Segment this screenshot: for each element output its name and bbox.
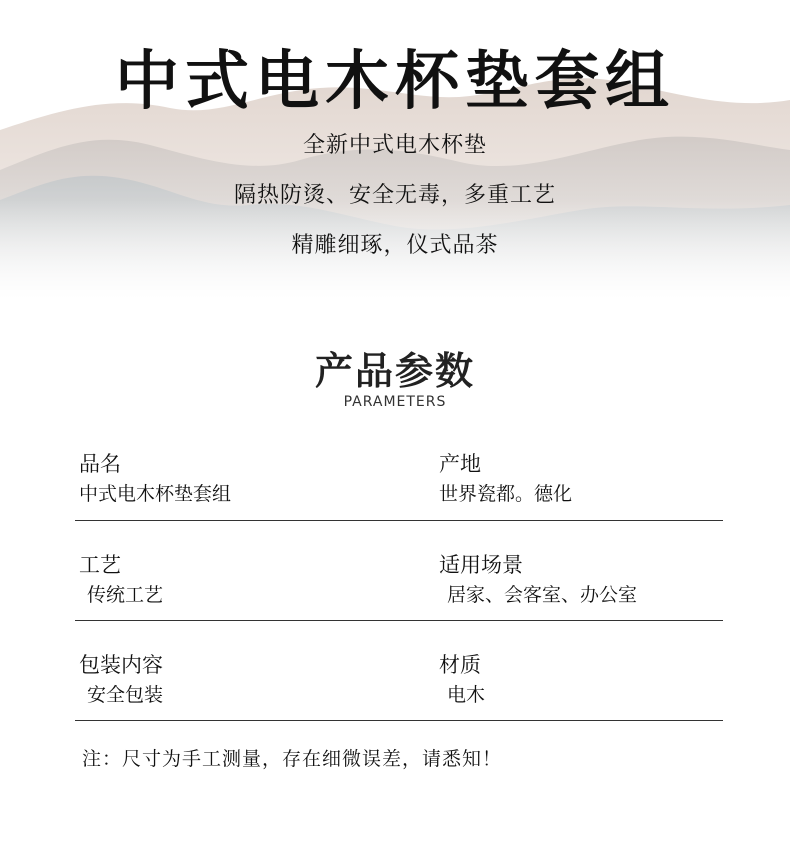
hero-line-3: 精雕细琢，仪式品茶 (291, 233, 499, 258)
param-material (439, 651, 485, 709)
param-value: 居家、会客室、办公室 (447, 584, 638, 606)
parameters-row (75, 521, 723, 621)
param-package (79, 651, 163, 709)
param-scenario (439, 551, 637, 609)
param-label: 适用场景 (439, 553, 523, 577)
param-craft (79, 551, 163, 609)
param-label: 工艺 (79, 553, 121, 577)
measurement-note: 注：尺寸为手工测量，存在细微误差，请悉知！ (82, 748, 503, 770)
parameters-row (75, 440, 723, 521)
param-value: 电木 (447, 684, 486, 706)
hero-line-2: 隔热防烫、安全无毒，多重工艺 (233, 183, 556, 208)
parameters-table (75, 440, 723, 721)
hero-line-1: 全新中式电木杯垫 (302, 133, 487, 158)
hero-banner (0, 0, 790, 300)
param-label: 品名 (79, 452, 121, 476)
param-value: 传统工艺 (87, 584, 164, 606)
param-label: 包装内容 (79, 653, 163, 677)
section-title: 产品参数 (314, 348, 475, 393)
parameters-row (75, 621, 723, 721)
param-value: 中式电木杯垫套组 (79, 483, 232, 505)
page-title: 中式电木杯垫套组 (115, 44, 675, 119)
param-value: 世界瓷都。德化 (439, 483, 573, 505)
param-label: 材质 (439, 653, 481, 677)
param-value: 安全包装 (87, 684, 164, 706)
param-name (79, 450, 231, 508)
param-label: 产地 (439, 452, 481, 476)
param-origin (439, 450, 572, 508)
section-subtitle: PARAMETERS (343, 394, 447, 410)
